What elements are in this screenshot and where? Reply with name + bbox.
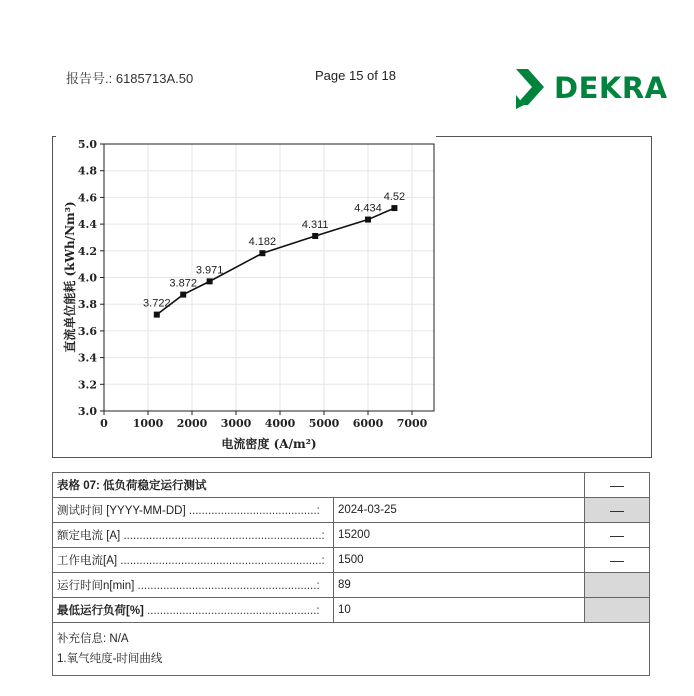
data-point	[259, 250, 265, 256]
data-label: 4.182	[248, 236, 277, 249]
chart-series	[143, 191, 405, 318]
data-point	[180, 292, 186, 298]
y-tick-label: 4.6	[77, 191, 97, 205]
data-point	[207, 278, 213, 284]
y-tick-label: 4.8	[77, 164, 97, 178]
row-leader-dots: ...............................................................:	[117, 555, 325, 567]
y-tick-label: 3.8	[77, 298, 97, 312]
test-table	[52, 472, 650, 676]
row-label-cell	[53, 573, 334, 598]
row-label: 运行时间n[min]	[57, 580, 135, 592]
table-row	[53, 498, 650, 523]
x-axis-label: 电流密度 (A/m²)	[221, 437, 317, 451]
row-mark: —	[585, 498, 650, 523]
row-label: 工作电流[A]	[57, 555, 118, 567]
row-mark: —	[585, 548, 650, 573]
y-tick-label: 3.2	[77, 378, 97, 392]
row-value: 2024-03-25	[334, 498, 585, 523]
row-value: 10	[334, 598, 585, 623]
row-leader-dots: ........................................................:	[134, 580, 320, 592]
x-tick-label: 7000	[396, 417, 428, 430]
data-point	[391, 205, 397, 211]
y-axis-label: 直流单位能耗 (kWh/Nm³)	[63, 201, 77, 353]
logo-text: DEKRA	[554, 71, 668, 105]
chart-grid	[104, 144, 434, 411]
data-label: 3.872	[169, 277, 197, 290]
row-leader-dots: ........................................:	[185, 505, 320, 517]
x-tick-label: 5000	[308, 417, 340, 430]
row-leader-dots: ..............................................................:	[120, 530, 325, 542]
page-number: Page 15 of 18	[315, 68, 396, 83]
table-title-mark: —	[585, 473, 650, 498]
table-row	[53, 573, 650, 598]
y-tick-label: 3.4	[77, 351, 97, 365]
y-tick-label: 4.2	[77, 244, 97, 258]
row-label: 测试时间 [YYYY-MM-DD]	[57, 505, 186, 517]
y-tick-label: 4.4	[77, 218, 97, 232]
table-row	[53, 598, 650, 623]
table-title-row	[53, 473, 650, 498]
report-number: 报告号.: 6185713A.50	[66, 71, 194, 86]
data-point	[365, 217, 371, 223]
table-row	[53, 523, 650, 548]
note-line: 1.氧气纯度-时间曲线	[57, 653, 163, 665]
x-tick-label: 0	[100, 417, 108, 430]
row-value: 1500	[334, 548, 585, 573]
chart-ticks	[78, 138, 428, 430]
row-mark	[585, 598, 650, 623]
row-mark: —	[585, 523, 650, 548]
data-point	[312, 233, 318, 239]
data-label: 4.52	[383, 191, 406, 204]
y-tick-label: 3.0	[77, 405, 97, 418]
row-value: 15200	[334, 523, 585, 548]
x-tick-label: 2000	[176, 417, 208, 430]
y-tick-label: 3.6	[77, 324, 97, 338]
row-label-cell	[53, 523, 334, 548]
row-label: 额定电流 [A]	[57, 530, 121, 542]
row-leader-dots: .....................................................:	[143, 605, 320, 617]
x-tick-label: 6000	[352, 417, 384, 430]
y-tick-label: 5.0	[77, 138, 97, 151]
row-label-cell	[53, 548, 334, 573]
data-label: 3.971	[195, 264, 224, 277]
data-label: 4.434	[354, 202, 382, 215]
table-row	[53, 548, 650, 573]
row-value: 89	[334, 573, 585, 598]
table-title: 表格 07: 低负荷稳定运行测试	[53, 473, 585, 498]
x-tick-label: 1000	[132, 417, 164, 430]
note-line: 补充信息: N/A	[57, 633, 129, 645]
row-mark	[585, 573, 650, 598]
x-tick-label: 3000	[220, 417, 252, 430]
x-tick-label: 4000	[264, 417, 296, 430]
data-label: 4.311	[301, 218, 329, 231]
row-label: 最低运行负荷[%]	[57, 605, 144, 617]
notes-row	[53, 623, 650, 676]
data-point	[154, 312, 160, 318]
notes-cell	[53, 623, 650, 676]
row-label-cell	[53, 498, 334, 523]
row-label-cell	[53, 598, 334, 623]
y-tick-label: 4.0	[77, 271, 97, 285]
data-label: 3.722	[143, 297, 171, 310]
